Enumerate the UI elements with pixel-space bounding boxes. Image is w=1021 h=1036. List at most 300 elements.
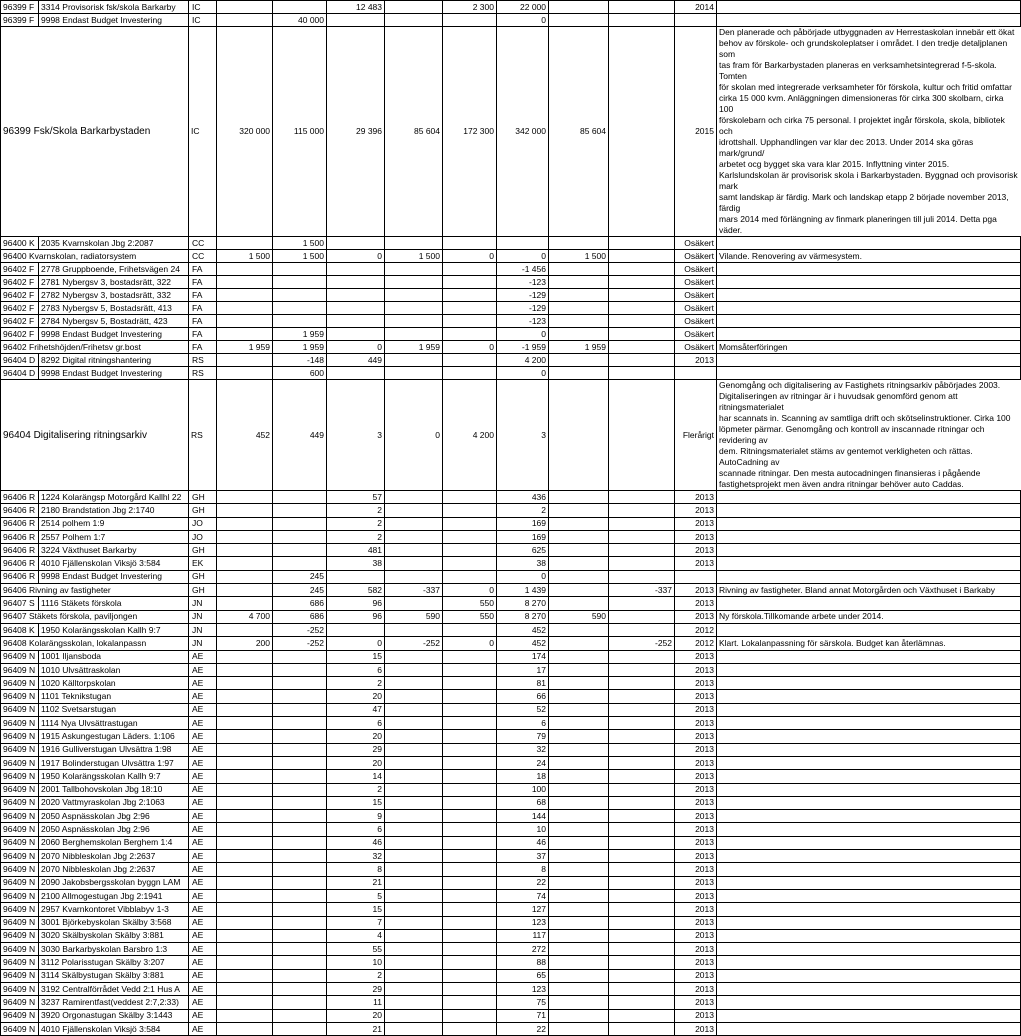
cell-c4[interactable]: 686	[273, 597, 327, 610]
cell-c5[interactable]: 29	[327, 982, 385, 995]
cell-c7[interactable]	[443, 263, 497, 276]
cell-c8[interactable]: 625	[497, 544, 549, 557]
cell-c11[interactable]: 2013	[675, 557, 717, 570]
cell-c1[interactable]: 1116 Stäkets förskola	[39, 597, 189, 610]
cell-c2[interactable]: JO	[189, 530, 217, 543]
cell-c2[interactable]: RS	[189, 354, 217, 367]
cell-c7[interactable]	[443, 836, 497, 849]
cell-c7[interactable]	[443, 969, 497, 982]
cell-c8[interactable]: 452	[497, 637, 549, 650]
cell-c4[interactable]	[273, 302, 327, 315]
cell-c4[interactable]	[273, 544, 327, 557]
cell-c4[interactable]	[273, 557, 327, 570]
cell-c12[interactable]	[717, 263, 1021, 276]
cell-c1[interactable]: 1102 Svetsarstugan	[39, 703, 189, 716]
cell-c3[interactable]	[217, 796, 273, 809]
cell-c6[interactable]	[385, 1022, 443, 1035]
cell-c7[interactable]	[443, 996, 497, 1009]
cell-c3[interactable]	[217, 354, 273, 367]
cell-c9[interactable]	[549, 796, 609, 809]
cell-c11[interactable]: 2013	[675, 663, 717, 676]
cell-c7[interactable]	[443, 876, 497, 889]
cell-c3[interactable]	[217, 677, 273, 690]
cell-c5[interactable]	[327, 289, 385, 302]
cell-c11[interactable]: 2013	[675, 756, 717, 769]
cell-c11[interactable]: Osäkert	[675, 263, 717, 276]
cell-c4[interactable]	[273, 504, 327, 517]
cell-c8[interactable]: 0	[497, 570, 549, 583]
cell-c3[interactable]	[217, 517, 273, 530]
cell-c9[interactable]	[549, 276, 609, 289]
cell-c6[interactable]	[385, 557, 443, 570]
cell-c5[interactable]: 57	[327, 491, 385, 504]
cell-c1[interactable]: 9998 Endast Budget Investering	[39, 328, 189, 341]
cell-c8[interactable]: 75	[497, 996, 549, 1009]
cell-c6[interactable]	[385, 836, 443, 849]
cell-c9[interactable]	[549, 743, 609, 756]
cell-c0[interactable]: 96400 K	[1, 237, 39, 250]
cell-c12[interactable]	[717, 717, 1021, 730]
cell-c6[interactable]	[385, 756, 443, 769]
cell-c4[interactable]: -148	[273, 354, 327, 367]
cell-c10[interactable]	[609, 289, 675, 302]
cell-c4[interactable]	[273, 863, 327, 876]
cell-c2[interactable]: JN	[189, 610, 217, 623]
cell-c11[interactable]: 2013	[675, 943, 717, 956]
cell-c6[interactable]	[385, 302, 443, 315]
cell-c6[interactable]	[385, 956, 443, 969]
cell-c2[interactable]: AE	[189, 650, 217, 663]
cell-c2[interactable]: FA	[189, 315, 217, 328]
cell-c5[interactable]: 449	[327, 354, 385, 367]
cell-c1[interactable]: 2090 Jakobsbergsskolan byggn LAM	[39, 876, 189, 889]
cell-c7[interactable]	[443, 770, 497, 783]
cell-c3[interactable]	[217, 276, 273, 289]
cell-c3[interactable]	[217, 263, 273, 276]
cell-c2[interactable]: CC	[189, 237, 217, 250]
cell-c10[interactable]	[609, 677, 675, 690]
cell-c0[interactable]: 96402 F	[1, 328, 39, 341]
cell-c12[interactable]	[717, 328, 1021, 341]
cell-c1[interactable]: 3920 Orgonastugan Skälby 3:1443	[39, 1009, 189, 1022]
cell-c8[interactable]: 436	[497, 491, 549, 504]
cell-c9[interactable]	[549, 690, 609, 703]
cell-c10[interactable]	[609, 929, 675, 942]
cell-c7[interactable]	[443, 929, 497, 942]
cell-c5[interactable]: 46	[327, 836, 385, 849]
cell-c0[interactable]: 96409 N	[1, 717, 39, 730]
cell-c0[interactable]: 96409 N	[1, 863, 39, 876]
cell-c7[interactable]	[443, 544, 497, 557]
cell-c3[interactable]	[217, 1022, 273, 1035]
cell-c8[interactable]: 169	[497, 530, 549, 543]
cell-c11[interactable]: 2013	[675, 717, 717, 730]
cell-c4[interactable]	[273, 903, 327, 916]
cell-c5[interactable]: 6	[327, 823, 385, 836]
cell-c9[interactable]	[549, 903, 609, 916]
cell-c12[interactable]	[717, 996, 1021, 1009]
cell-c9[interactable]	[549, 237, 609, 250]
cell-c3[interactable]	[217, 756, 273, 769]
cell-c11[interactable]: Osäkert	[675, 237, 717, 250]
cell-c3[interactable]	[217, 743, 273, 756]
cell-c10[interactable]	[609, 14, 675, 27]
cell-c7[interactable]	[443, 956, 497, 969]
cell-c12[interactable]	[717, 956, 1021, 969]
cell-c3[interactable]	[217, 650, 273, 663]
cell-c5[interactable]	[327, 623, 385, 636]
cell-c6[interactable]	[385, 929, 443, 942]
cell-c4[interactable]: 1 959	[273, 328, 327, 341]
cell-c7[interactable]: 0	[443, 584, 497, 597]
cell-c3[interactable]	[217, 302, 273, 315]
cell-c2[interactable]: AE	[189, 743, 217, 756]
cell-c1[interactable]: 8292 Digital ritningshantering	[39, 354, 189, 367]
cell-c10[interactable]	[609, 597, 675, 610]
cell-c12[interactable]	[717, 943, 1021, 956]
cell-c7[interactable]	[443, 14, 497, 27]
cell-c12[interactable]	[717, 663, 1021, 676]
cell-c6[interactable]	[385, 770, 443, 783]
cell-c2[interactable]: AE	[189, 756, 217, 769]
cell-c0[interactable]: 96409 N	[1, 929, 39, 942]
cell-c3[interactable]	[217, 943, 273, 956]
cell-c0[interactable]: 96409 N	[1, 823, 39, 836]
cell-c2[interactable]: AE	[189, 783, 217, 796]
cell-c3[interactable]	[217, 690, 273, 703]
cell-c8[interactable]: 22	[497, 876, 549, 889]
cell-c10[interactable]	[609, 557, 675, 570]
cell-c4[interactable]	[273, 770, 327, 783]
cell-c0[interactable]: 96404 Digitalisering ritningsarkiv	[1, 380, 189, 491]
cell-c7[interactable]	[443, 663, 497, 676]
cell-c2[interactable]: JN	[189, 597, 217, 610]
cell-c0[interactable]: 96409 N	[1, 1009, 39, 1022]
cell-c12[interactable]: Klart. Lokalanpassning för särskola. Budget kan återlämnas.	[717, 637, 1021, 650]
cell-c6[interactable]	[385, 328, 443, 341]
cell-c3[interactable]	[217, 570, 273, 583]
cell-c6[interactable]	[385, 276, 443, 289]
cell-c5[interactable]: 55	[327, 943, 385, 956]
cell-c10[interactable]	[609, 1, 675, 14]
cell-c6[interactable]	[385, 810, 443, 823]
cell-c1[interactable]: 9998 Endast Budget Investering	[39, 570, 189, 583]
cell-c1[interactable]: 1001 Iljansboda	[39, 650, 189, 663]
cell-c1[interactable]: 2557 Polhem 1:7	[39, 530, 189, 543]
cell-c10[interactable]	[609, 690, 675, 703]
cell-c1[interactable]: 2070 Nibbleskolan Jbg 2:2637	[39, 863, 189, 876]
cell-c3[interactable]	[217, 903, 273, 916]
cell-c2[interactable]: AE	[189, 796, 217, 809]
cell-c12[interactable]: Rivning av fastigheter. Bland annat Motorgården och Växthuset i Barkaby	[717, 584, 1021, 597]
cell-c3[interactable]	[217, 836, 273, 849]
cell-c12[interactable]	[717, 302, 1021, 315]
cell-c10[interactable]	[609, 810, 675, 823]
cell-c4[interactable]	[273, 916, 327, 929]
cell-c9[interactable]	[549, 544, 609, 557]
cell-c2[interactable]: AE	[189, 889, 217, 902]
cell-c11[interactable]	[675, 570, 717, 583]
cell-c8[interactable]: -1 456	[497, 263, 549, 276]
cell-c10[interactable]	[609, 650, 675, 663]
cell-c7[interactable]	[443, 863, 497, 876]
cell-c8[interactable]: -1 959	[497, 341, 549, 354]
cell-c5[interactable]	[327, 263, 385, 276]
cell-c5[interactable]: 2	[327, 504, 385, 517]
cell-c0[interactable]: 96409 N	[1, 982, 39, 995]
cell-c1[interactable]: 1020 Källtorpskolan	[39, 677, 189, 690]
cell-c0[interactable]: 96409 N	[1, 650, 39, 663]
cell-c3[interactable]	[217, 237, 273, 250]
cell-c11[interactable]: 2013	[675, 677, 717, 690]
cell-c8[interactable]: 79	[497, 730, 549, 743]
cell-c12[interactable]	[717, 876, 1021, 889]
cell-c10[interactable]	[609, 530, 675, 543]
cell-c0[interactable]: 96409 N	[1, 770, 39, 783]
cell-c1[interactable]: 1101 Teknikstugan	[39, 690, 189, 703]
cell-c2[interactable]: AE	[189, 982, 217, 995]
cell-c11[interactable]: 2013	[675, 836, 717, 849]
cell-c8[interactable]: 68	[497, 796, 549, 809]
cell-c1[interactable]: 3224 Växthuset Barkarby	[39, 544, 189, 557]
cell-c3[interactable]	[217, 367, 273, 380]
cell-c8[interactable]: 24	[497, 756, 549, 769]
cell-c9[interactable]	[549, 302, 609, 315]
cell-c8[interactable]: 2	[497, 504, 549, 517]
cell-c0[interactable]: 96402 F	[1, 315, 39, 328]
cell-c5[interactable]	[327, 276, 385, 289]
cell-c11[interactable]: 2013	[675, 1022, 717, 1035]
cell-c3[interactable]	[217, 623, 273, 636]
cell-c10[interactable]	[609, 956, 675, 969]
cell-c12[interactable]	[717, 491, 1021, 504]
cell-c12[interactable]: Momsåterföringen	[717, 341, 1021, 354]
cell-c2[interactable]: IC	[189, 1, 217, 14]
cell-c9[interactable]	[549, 328, 609, 341]
cell-c4[interactable]	[273, 996, 327, 1009]
cell-c11[interactable]: 2013	[675, 903, 717, 916]
cell-c6[interactable]	[385, 863, 443, 876]
cell-c11[interactable]: Osäkert	[675, 315, 717, 328]
cell-c2[interactable]: AE	[189, 836, 217, 849]
cell-c3[interactable]	[217, 810, 273, 823]
cell-c7[interactable]	[443, 703, 497, 716]
cell-c3[interactable]	[217, 823, 273, 836]
cell-c7[interactable]	[443, 517, 497, 530]
cell-c9[interactable]	[549, 717, 609, 730]
cell-c11[interactable]: 2012	[675, 637, 717, 650]
cell-c12[interactable]	[717, 796, 1021, 809]
cell-c3[interactable]	[217, 956, 273, 969]
cell-c9[interactable]	[549, 570, 609, 583]
cell-c10[interactable]	[609, 996, 675, 1009]
cell-c9[interactable]	[549, 1009, 609, 1022]
cell-c1[interactable]: 2050 Aspnässkolan Jbg 2:96	[39, 823, 189, 836]
cell-c0[interactable]: 96409 N	[1, 889, 39, 902]
cell-c0[interactable]: 96409 N	[1, 703, 39, 716]
cell-c12[interactable]	[717, 650, 1021, 663]
cell-c9[interactable]	[549, 677, 609, 690]
cell-c0[interactable]: 96406 R	[1, 544, 39, 557]
cell-c10[interactable]	[609, 250, 675, 263]
cell-c1[interactable]: 4010 Fjällenskolan Viksjö 3:584	[39, 1022, 189, 1035]
cell-c4[interactable]: 245	[273, 570, 327, 583]
cell-c10[interactable]	[609, 770, 675, 783]
cell-c11[interactable]: 2013	[675, 354, 717, 367]
cell-c2[interactable]: GH	[189, 544, 217, 557]
cell-c5[interactable]: 20	[327, 756, 385, 769]
cell-c3[interactable]	[217, 969, 273, 982]
cell-c9[interactable]	[549, 623, 609, 636]
cell-c5[interactable]: 20	[327, 1009, 385, 1022]
cell-c0[interactable]: 96399 F	[1, 14, 39, 27]
cell-c5[interactable]: 0	[327, 637, 385, 650]
cell-c10[interactable]	[609, 1009, 675, 1022]
cell-c5[interactable]: 6	[327, 663, 385, 676]
cell-c11[interactable]: 2013	[675, 876, 717, 889]
cell-c11[interactable]: 2013	[675, 982, 717, 995]
cell-c9[interactable]	[549, 504, 609, 517]
cell-c10[interactable]	[609, 380, 675, 491]
cell-c8[interactable]: 46	[497, 836, 549, 849]
cell-c10[interactable]	[609, 302, 675, 315]
cell-c10[interactable]	[609, 836, 675, 849]
cell-c7[interactable]	[443, 328, 497, 341]
cell-c6[interactable]	[385, 544, 443, 557]
cell-c8[interactable]: 8	[497, 863, 549, 876]
cell-c8[interactable]: 22 000	[497, 1, 549, 14]
cell-c2[interactable]: AE	[189, 850, 217, 863]
cell-c8[interactable]: -123	[497, 276, 549, 289]
cell-c2[interactable]: GH	[189, 584, 217, 597]
cell-c4[interactable]	[273, 810, 327, 823]
cell-c8[interactable]: 10	[497, 823, 549, 836]
cell-c4[interactable]	[273, 1009, 327, 1022]
cell-c4[interactable]	[273, 982, 327, 995]
cell-c3[interactable]	[217, 584, 273, 597]
cell-c12[interactable]	[717, 690, 1021, 703]
cell-c8[interactable]: 8 270	[497, 610, 549, 623]
cell-c8[interactable]: 0	[497, 14, 549, 27]
cell-c6[interactable]	[385, 969, 443, 982]
cell-c6[interactable]: -252	[385, 637, 443, 650]
cell-c10[interactable]	[609, 237, 675, 250]
cell-c9[interactable]	[549, 996, 609, 1009]
cell-c11[interactable]: Flerårigt	[675, 380, 717, 491]
cell-c3[interactable]	[217, 717, 273, 730]
cell-c4[interactable]	[273, 1022, 327, 1035]
cell-c3[interactable]: 1 959	[217, 341, 273, 354]
cell-c9[interactable]	[549, 756, 609, 769]
cell-c2[interactable]: IC	[189, 27, 217, 237]
cell-c10[interactable]: -337	[609, 584, 675, 597]
cell-c1[interactable]: 2001 Tallbohovskolan Jbg 18:10	[39, 783, 189, 796]
cell-c7[interactable]	[443, 810, 497, 823]
cell-c7[interactable]	[443, 570, 497, 583]
cell-c10[interactable]	[609, 504, 675, 517]
cell-c0[interactable]: 96409 N	[1, 996, 39, 1009]
cell-c2[interactable]: GH	[189, 504, 217, 517]
cell-c9[interactable]	[549, 823, 609, 836]
cell-c9[interactable]	[549, 367, 609, 380]
cell-c11[interactable]	[675, 14, 717, 27]
cell-c3[interactable]	[217, 530, 273, 543]
cell-c9[interactable]	[549, 730, 609, 743]
cell-c3[interactable]	[217, 863, 273, 876]
cell-c1[interactable]: 2957 Kvarnkontoret Vibblabyv 1-3	[39, 903, 189, 916]
cell-c4[interactable]: -252	[273, 637, 327, 650]
cell-c1[interactable]: 3114 Skälbystugan Skälby 3:881	[39, 969, 189, 982]
cell-c10[interactable]	[609, 969, 675, 982]
cell-c6[interactable]	[385, 289, 443, 302]
cell-c5[interactable]: 7	[327, 916, 385, 929]
cell-c0[interactable]: 96409 N	[1, 690, 39, 703]
cell-c6[interactable]	[385, 916, 443, 929]
cell-c11[interactable]: 2013	[675, 863, 717, 876]
cell-c0[interactable]: 96406 R	[1, 504, 39, 517]
cell-c2[interactable]: FA	[189, 302, 217, 315]
cell-c5[interactable]: 15	[327, 796, 385, 809]
cell-c0[interactable]: 96404 D	[1, 354, 39, 367]
cell-c5[interactable]: 582	[327, 584, 385, 597]
cell-c3[interactable]	[217, 504, 273, 517]
cell-c8[interactable]: -129	[497, 302, 549, 315]
cell-c11[interactable]: 2013	[675, 810, 717, 823]
cell-c7[interactable]	[443, 743, 497, 756]
cell-c7[interactable]	[443, 367, 497, 380]
cell-c3[interactable]	[217, 491, 273, 504]
cell-c12[interactable]	[717, 823, 1021, 836]
cell-c8[interactable]: 169	[497, 517, 549, 530]
cell-c4[interactable]	[273, 756, 327, 769]
cell-c2[interactable]: AE	[189, 770, 217, 783]
cell-c1[interactable]: 2784 Nybergsv 5, Bostadrätt, 423	[39, 315, 189, 328]
cell-c4[interactable]	[273, 1, 327, 14]
cell-c8[interactable]: 144	[497, 810, 549, 823]
cell-c7[interactable]	[443, 783, 497, 796]
cell-c4[interactable]	[273, 663, 327, 676]
cell-c5[interactable]: 47	[327, 703, 385, 716]
cell-c2[interactable]: JO	[189, 517, 217, 530]
cell-c2[interactable]: AE	[189, 663, 217, 676]
cell-c8[interactable]: 6	[497, 717, 549, 730]
cell-c11[interactable]: 2013	[675, 850, 717, 863]
cell-c4[interactable]	[273, 929, 327, 942]
cell-c12[interactable]	[717, 929, 1021, 942]
cell-c4[interactable]	[273, 943, 327, 956]
cell-c7[interactable]	[443, 823, 497, 836]
cell-c9[interactable]	[549, 889, 609, 902]
cell-c6[interactable]	[385, 783, 443, 796]
cell-c9[interactable]	[549, 315, 609, 328]
cell-c9[interactable]: 590	[549, 610, 609, 623]
cell-c6[interactable]	[385, 730, 443, 743]
cell-c8[interactable]: 71	[497, 1009, 549, 1022]
cell-c1[interactable]: 1916 Gulliverstugan Ulvsättra 1:98	[39, 743, 189, 756]
cell-c7[interactable]	[443, 730, 497, 743]
cell-c0[interactable]: 96404 D	[1, 367, 39, 380]
cell-c9[interactable]	[549, 876, 609, 889]
cell-c6[interactable]	[385, 491, 443, 504]
cell-c0[interactable]: 96406 R	[1, 557, 39, 570]
cell-c2[interactable]: AE	[189, 969, 217, 982]
cell-c2[interactable]: FA	[189, 276, 217, 289]
cell-c8[interactable]: 100	[497, 783, 549, 796]
cell-c1[interactable]: 2100 Allmogestugan Jbg 2:1941	[39, 889, 189, 902]
cell-c6[interactable]	[385, 354, 443, 367]
cell-c4[interactable]	[273, 823, 327, 836]
cell-c6[interactable]	[385, 982, 443, 995]
